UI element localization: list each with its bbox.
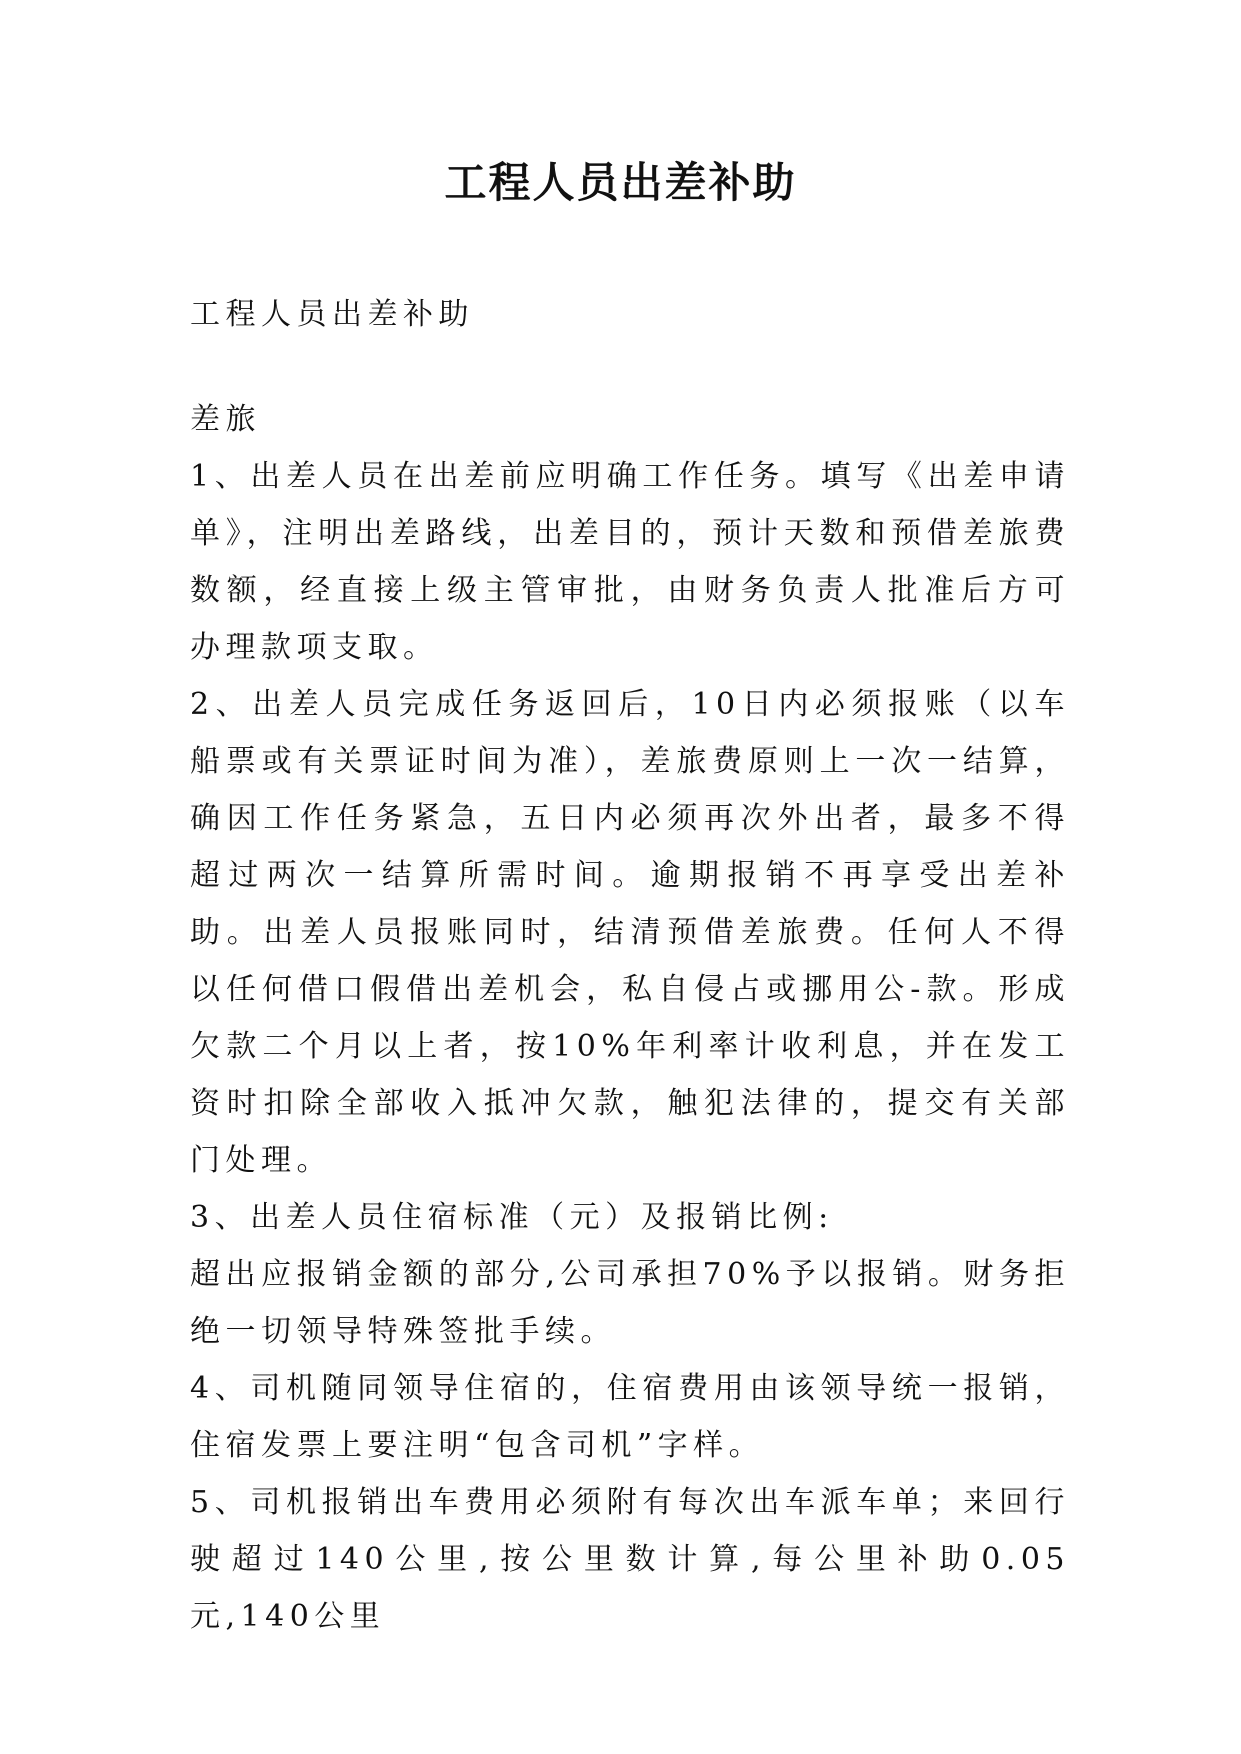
paragraph-3: 3、出差人员住宿标准（元）及报销比例: (190, 1200, 834, 1235)
paragraph-3-note: 超出应报销金额的部分,公司承担70%予以报销。财务拒绝一切领导特殊签批手续。 (190, 1257, 1070, 1349)
paragraph-1: 1、出差人员在出差前应明确工作任务。填写《出差申请单》，注明出差路线，出差目的，预计天数和预借差旅费数额，经直接上级主管审批，由财务负责人批准后方可办理款项支取。 (190, 459, 1070, 665)
paragraph-2: 2、出差人员完成任务返回后，10日内必须报账（以车船票或有关票证时间为准），差旅费原则上一次一结算，确因工作任务紧急，五日内必须再次外出者，最多不得超过两次一结算所需时间。逾期报销不再享受出差补助。出差人员报账同时，结清预借差旅费。任何人不得以任何借口假借出差机会，私自侵占或挪用公-款。形成欠款二个月以上者，按10%年利率计收利息，并在发工资时扣除全部收入抵冲欠款，触犯法律的，提交有关部门处理。 (190, 687, 1070, 1178)
document-subtitle: 工程人员出差补助 (190, 297, 474, 332)
paragraph-4: 4、司机随同领导住宿的，住宿费用由该领导统一报销，住宿发票上要注明“包含司机”字样。 (190, 1371, 1070, 1463)
paragraph-5: 5、司机报销出车费用必须附有每次出车派车单；来回行驶超过140公里,按公里数计算,每公里补助0.05元,140公里 (190, 1485, 1070, 1634)
document-title: 工程人员出差补助 (444, 158, 797, 207)
document-body (190, 286, 1070, 1645)
section-heading: 差旅 (190, 402, 261, 437)
